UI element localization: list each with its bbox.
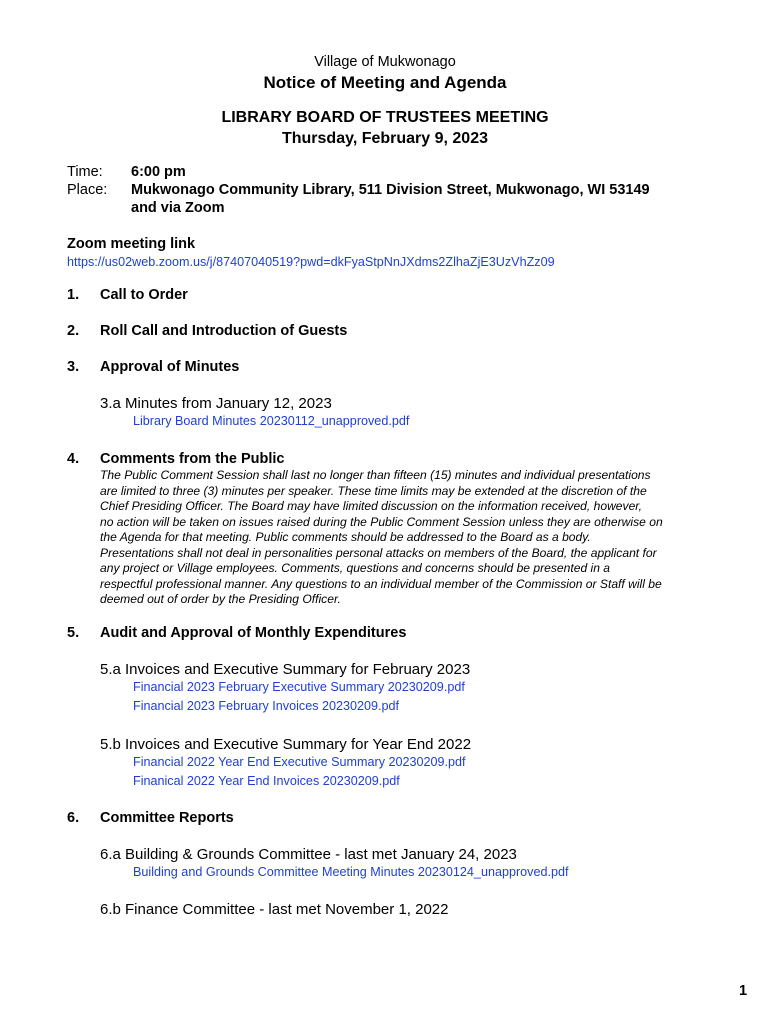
public-comment-line: Presentations shall not deal in personalities personal attacks on members of the Board, the applicant for (100, 545, 657, 560)
meeting-date: Thursday, February 9, 2023 (281, 130, 488, 147)
item-5-title: Audit and Approval of Monthly Expenditures (100, 625, 407, 641)
item-5a-link-invoices[interactable]: Financial 2023 February Invoices 20230209.pdf (133, 699, 400, 713)
item-2-title: Roll Call and Introduction of Guests (100, 323, 348, 339)
item-6a-title: 6.a Building & Grounds Committee - last met January 24, 2023 (100, 846, 517, 863)
item-4-title: Comments from the Public (100, 451, 285, 467)
public-comment-line: any project or Village employees. Comments, questions and concerns should be presented in a (100, 561, 611, 575)
item-6-number: 6. (67, 810, 80, 826)
public-comment-line: no action will be taken on issues raised during the Public Comment Session unless they are otherwise on (100, 514, 663, 529)
notice-title: Notice of Meeting and Agenda (263, 73, 507, 92)
item-3-number: 3. (67, 359, 80, 375)
zoom-link[interactable]: https://us02web.zoom.us/j/87407040519?pwd=dkFyaStpNnJXdms2ZlhaZjE3UzVhZz09 (67, 255, 555, 269)
place-value-continued: and via Zoom (131, 200, 225, 216)
item-1-number: 1. (67, 287, 80, 303)
zoom-heading: Zoom meeting link (67, 236, 196, 252)
item-5a-link-summary[interactable]: Financial 2023 February Executive Summary 20230209.pdf (133, 680, 465, 694)
public-comment-line: respectful professional manner. Any questions to an individual member of the Commission or Staff will be (100, 576, 662, 591)
public-comment-line: the Agenda for that meeting. Public comments should be addressed to the Board as a body. (100, 530, 591, 544)
public-comment-line: The Public Comment Session shall last no longer than fifteen (15) minutes and individual presentations (100, 468, 651, 482)
item-3a-link[interactable]: Library Board Minutes 20230112_unapproved.pdf (133, 414, 410, 428)
item-1-title: Call to Order (100, 287, 188, 303)
public-comment-line: are limited to three (3) minutes per speaker. These time limits may be extended at the discretion of the (100, 483, 647, 498)
time-value: 6:00 pm (131, 164, 186, 180)
time-label: Time: (67, 164, 103, 180)
place-value: Mukwonago Community Library, 511 Division Street, Mukwonago, WI 53149 (131, 182, 650, 198)
item-4-number: 4. (67, 451, 80, 467)
public-comment-text (100, 468, 710, 608)
page-number: 1 (739, 983, 748, 999)
public-comment-line: Chief Presiding Officer. The Board may have limited discussion on the information received, however, (100, 499, 643, 513)
item-6b-title: 6.b Finance Committee - last met November 1, 2022 (100, 901, 449, 918)
item-3-title: Approval of Minutes (100, 359, 240, 375)
item-2-number: 2. (67, 323, 80, 339)
item-5b-title: 5.b Invoices and Executive Summary for Year End 2022 (100, 736, 472, 753)
item-5b-link-summary[interactable]: Financial 2022 Year End Executive Summary 20230209.pdf (133, 755, 466, 769)
item-6-title: Committee Reports (100, 810, 234, 826)
item-5a-title: 5.a Invoices and Executive Summary for February 2023 (100, 661, 471, 678)
item-3a-title: 3.a Minutes from January 12, 2023 (100, 395, 332, 412)
item-5-number: 5. (67, 625, 80, 641)
place-label: Place: (67, 182, 108, 198)
org-name: Village of Mukwonago (314, 54, 456, 70)
public-comment-line: deemed out of order by the Presiding Officer. (100, 592, 341, 606)
item-5b-link-invoices[interactable]: Finanical 2022 Year End Invoices 20230209.pdf (133, 774, 400, 788)
item-6a-link[interactable]: Building and Grounds Committee Meeting Minutes 20230124_unapproved.pdf (133, 865, 569, 879)
meeting-title: LIBRARY BOARD OF TRUSTEES MEETING (221, 109, 549, 126)
